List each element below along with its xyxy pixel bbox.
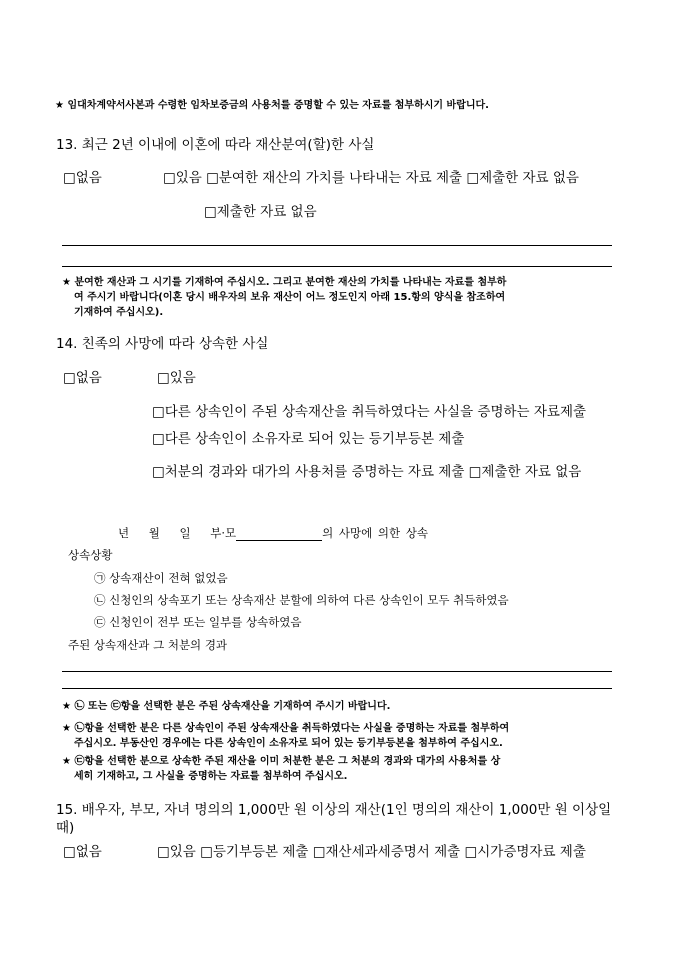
s14-note-a: ★ ㉡ 또는 ㉢항을 선택한 분은 주된 상속재산을 기재하여 주시기 바랍니다. [62,701,391,712]
s13-note-line-1: ★ 분여한 재산과 그 시기를 기재하여 주십시오. 그리고 분여한 재산의 가치를 나타내는 자료를 첨부하 [62,277,507,288]
s14-input-line-2[interactable] [62,688,612,689]
date-line-suffix: 의 사망에 의한 상속 [322,526,429,540]
s14-note-b-line-1: ★ ㉡항을 선택한 분은 다른 상속인이 주된 상속재산을 취득하였다는 사실을 증명하는 자료를 첨부하여 [62,723,510,734]
s13-input-line-2[interactable] [62,266,612,267]
s14-note-c-line-1: ★ ㉢항을 선택한 분으로 상속한 주된 재산을 이미 처분한 분은 그 처분의 경과와 대가의 사용처를 상 [62,756,501,767]
inheritance-status-label: 상속상황 [68,548,113,562]
section-15-title-line-2: 때) [56,820,75,836]
s15-option-yes[interactable]: □있음 □등기부등본 제출 □재산세과세증명서 제출 □시가증명자료 제출 [157,844,586,860]
section-14-title: 14. 친족의 사망에 따라 상속한 사실 [56,336,269,352]
s14-note-b-line-2: 주십시오. 부동산인 경우에는 다른 상속인이 소유자로 되어 있는 등기부등본을 첨부하여 주십시오. [74,738,503,749]
s13-note-line-3: 기재하여 주십시오). [74,307,164,318]
s14-note-c-line-2: 세히 기재하고, 그 사실을 증명하는 자료를 첨부하여 주십시오. [74,771,348,782]
s15-option-none[interactable]: □없음 [63,844,102,860]
s14-input-line-1[interactable] [62,671,612,672]
status-item-2[interactable]: ㉡ 신청인의 상속포기 또는 상속재산 분할에 의하여 다른 상속인이 모두 취득하였음 [94,593,509,607]
parent-name-field[interactable] [236,527,322,541]
s14-option-a[interactable]: □다른 상속인이 주된 상속재산을 취득하였다는 사실을 증명하는 자료제출 [152,404,587,420]
s14-option-c[interactable]: □처분의 경과와 대가의 사용처를 증명하는 자료 제출 □제출한 자료 없음 [152,464,582,480]
s13-option-none-submitted[interactable]: □제출한 자료 없음 [204,204,317,220]
estate-disposal-label: 주된 상속재산과 그 처분의 경과 [68,638,228,652]
s13-option-yes[interactable]: □있음 □분여한 재산의 가치를 나타내는 자료 제출 □제출한 자료 없음 [163,170,579,186]
section-13-title: 13. 최근 2년 이내에 이혼에 따라 재산분여(할)한 사실 [56,137,375,153]
status-item-3[interactable]: ㉢ 신청인이 전부 또는 일부를 상속하였음 [94,615,302,629]
s13-note-line-2: 여 주시기 바랍니다(이혼 당시 배우자의 보유 재산이 어느 정도인지 아래 15.항의 양식을 참조하여 [74,292,506,303]
lease-note: ★ 임대차계약서사본과 수령한 임차보증금의 사용처를 증명할 수 있는 자료를 첨부하시기 바랍니다. [55,100,489,111]
section-15-title-line-1: 15. 배우자, 부모, 자녀 명의의 1,000만 원 이상의 재산(1인 명의의 재산이 1,000만 원 이상일 [56,802,612,818]
inheritance-date-line [118,525,428,541]
date-line-prefix: 년 월 일 부·모 [118,526,237,540]
status-item-1[interactable]: ㉠ 상속재산이 전혀 없었음 [94,571,228,585]
s13-input-line-1[interactable] [62,245,612,246]
s14-option-b[interactable]: □다른 상속인이 소유자로 되어 있는 등기부등본 제출 [152,431,465,447]
s14-option-none[interactable]: □없음 [63,370,102,386]
s14-option-yes[interactable]: □있음 [157,370,196,386]
s13-option-none[interactable]: □없음 [63,170,102,186]
